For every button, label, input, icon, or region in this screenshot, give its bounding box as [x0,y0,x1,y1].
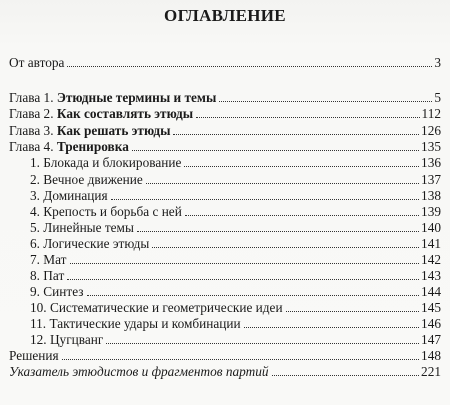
dot-leader [286,311,419,312]
toc-entry-page: 142 [421,252,441,267]
toc-entry-index [9,364,441,380]
chapter-title: Как решать этюды [56,123,171,138]
toc-entry-section-3 [30,188,441,204]
toc-entry-section-7 [30,252,441,268]
chapter-title: Этюдные термины и темы [56,90,217,105]
toc-entry-section-6 [30,236,441,252]
chapter-title: Как составлять этюды [56,106,194,121]
dot-leader [132,150,419,151]
toc-entry-page: 136 [421,155,441,170]
toc-entry-page: 140 [421,220,441,235]
toc-entry-label: 5. Линейные темы [30,220,134,235]
toc-entry-section-12 [30,332,441,348]
toc-entry-label: 1. Блокада и блокирование [30,155,182,170]
dot-leader [67,66,432,67]
toc-entry-page: 135 [421,139,441,154]
toc-entry-page: 138 [421,188,441,203]
toc-entry-label: 11. Тактические удары и комбинации [30,316,241,331]
toc-entry-page: 139 [421,204,441,219]
dot-leader [146,183,419,184]
toc-entry-label: 4. Крепость и борьба с ней [30,204,182,219]
toc-entry-section-11 [30,316,441,332]
dot-leader [272,375,420,376]
toc-entry-author-preface [9,55,441,71]
toc-entry-page: 141 [421,236,441,251]
toc-entry-label: 7. Мат [30,252,67,267]
toc-entry-section-2 [30,172,441,188]
toc-entry-page: 147 [421,332,441,347]
toc-entry-label: 12. Цугцванг [30,332,104,347]
toc-entry-page: 137 [421,172,441,187]
toc-entry-page: 148 [421,348,441,363]
toc-entry-chapter-1 [9,90,441,106]
dot-leader [67,279,419,280]
dot-leader [185,215,419,216]
toc-entry-label: От автора [9,55,65,70]
toc-entry-section-8 [30,268,441,284]
dot-leader [196,117,419,118]
dot-leader [70,263,420,264]
chapter-number: Глава 1. [9,90,57,105]
toc-entry-page: 143 [421,268,441,283]
toc-entry-page: 126 [421,123,441,138]
toc-entry-chapter-2 [9,106,441,122]
toc-entry-page: 3 [434,55,441,70]
toc-entry-label: 3. Доминация [30,188,108,203]
toc-entry-label: 8. Пат [30,268,65,283]
toc-entry-section-4 [30,204,441,220]
toc-entry-page: 144 [421,284,441,299]
toc-entry-page: 146 [421,316,441,331]
toc-entry-section-9 [30,284,441,300]
toc-entry-label: Решения [9,348,59,363]
toc-entry-label: 10. Систематические и геометрические идеи [30,300,283,315]
chapter-number: Глава 3. [9,123,57,138]
chapter-number: Глава 2. [9,106,57,121]
toc-entry-section-1 [30,155,441,171]
dot-leader [173,134,419,135]
toc-entry-section-10 [30,300,441,316]
dot-leader [244,327,419,328]
dot-leader [137,231,419,232]
dot-leader [184,166,419,167]
toc-entry-label [9,139,129,155]
toc-entry-section-5 [30,220,441,236]
dot-leader [111,199,419,200]
toc-entry-label: Указатель этюдистов и фрагментов партий [9,364,269,379]
toc-entry-page: 221 [421,364,441,379]
dot-leader [219,101,432,102]
chapter-number: Глава 4. [9,139,57,154]
toc-entry-chapter-3 [9,123,441,139]
dot-leader [106,343,419,344]
toc-entry-label [9,106,193,122]
toc-entry-label [9,123,170,139]
dot-leader [62,359,419,360]
toc-entry-page: 145 [421,300,441,315]
toc-entry-page: 112 [421,106,441,121]
chapter-title: Тренировка [56,139,129,154]
toc-entry-page: 5 [434,90,441,105]
dot-leader [87,295,420,296]
page-title: ОГЛАВЛЕНИЕ [164,6,286,25]
toc-entry-label: 6. Логические этюды [30,236,150,251]
toc-entry-solutions [9,348,441,364]
toc-entry-label [9,90,216,106]
dot-leader [152,247,419,248]
toc-entry-label: 9. Синтез [30,284,84,299]
toc-entry-chapter-4 [9,139,441,155]
toc-entry-label: 2. Вечное движение [30,172,143,187]
